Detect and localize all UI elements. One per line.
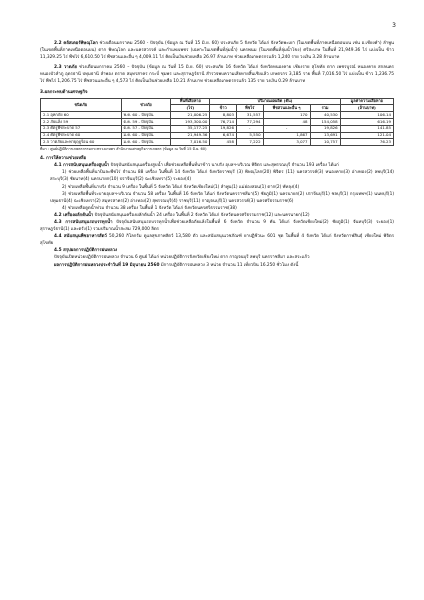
- section-4-2: [40, 212, 394, 219]
- table-row: [41, 119, 394, 126]
- cell-total: 154,058: [310, 119, 340, 126]
- header-area-unit: (ไร่): [171, 105, 210, 112]
- cell-type: 2.3 ศัตรูพืชระบาด 57: [41, 125, 122, 132]
- cell-total: 19,826: [310, 125, 340, 132]
- section-4-1-item-4: 4) ช่วยเหลือดูดน้ำท่วม จำนวน 38 เครื่อง ในพื้นที่ 1 จังหวัด ได้แก่ จังหวัดนครศรีธรรมราช(38): [62, 205, 237, 211]
- section-4-5-result: [40, 262, 394, 269]
- section-2-2: [40, 40, 394, 61]
- table-row: [41, 125, 394, 132]
- cell-area: 7,016.50: [171, 139, 210, 146]
- header-value: มูลค่าความเสียหาย: [340, 98, 393, 105]
- section-2-3-heading: 2.3 วาตภัย: [54, 65, 77, 71]
- section-4-4-text: 50,260 กิโลกรัม ดูแลสุขภาพสัตว์ 13,580 ตัว และสนับสนุนเวชภัณฑ์ ยาปฏิชีวนะ 601 ชุด ในพื้นที่ 4 จังหวัด ได้แก่ จังหวัดกาฬสินธุ์ เชียงใหม่ พิจิตร สุโขทัย: [40, 234, 395, 247]
- section-4-1: [40, 162, 394, 169]
- cell-rice: 458: [210, 139, 237, 146]
- header-rice: ข้าว: [210, 105, 237, 112]
- cell-area: 35,177.25: [171, 125, 210, 132]
- section-4-4-heading: 4.4 สนับสนุนพืชอาหารสัตว์: [54, 234, 107, 240]
- cell-garden: -: [263, 125, 310, 132]
- section-4-3-text: ปัจจุบันสนับสนุนรถบรรทุกน้ำเพื่อช่วยเหลือภัยแล้งในพื้นที่ 6 จังหวัด จำนวน 9 คัน ได้แก่ จังหวัดเชียงใหม่(2) ชัยภูมิ(1) จันทบุรี(3) ระยอง(1) สุราษฎร์ธานี(1) และตรัง(1) รวมปริมาณน้ำสะสม 729,000 ลิตร: [40, 219, 394, 233]
- cell-period: ม.ค. 60 - ปัจจุบัน: [121, 132, 171, 139]
- section-4-5-result-bold: ผลการปฏิบัติการฝนหลวงประจำวันที่ 19 มิถุนายน 2560: [54, 262, 160, 268]
- section-4-1-heading: 4.1 การสนับสนุนเครื่องสูบน้ำ: [54, 163, 110, 169]
- cell-period: ต.ค. 59 - ปัจจุบัน: [121, 119, 171, 126]
- cell-garden: 1,867: [263, 132, 310, 139]
- section-4-5-result-text: มีการปฏิบัติการฝนหลวง 3 หน่วย จำนวน 11 เที่ยวบิน 16.250 ชั่วโมง ดังนี้: [159, 262, 299, 268]
- cell-field: 7,222: [236, 139, 263, 146]
- section-4-1-text: ปัจจุบันสนับสนุนเครื่องสูบน้ำ เพื่อช่วยเหลือพื้นที่นาข้าว นาปรัง อุบลฯ-บริเวณ พิจิตร และสุพรรณบุรี จำนวน 193 เครื่อง ได้แก่: [110, 163, 339, 169]
- table-source-note: ที่มา : ศูนย์ปฏิบัติการเกษตรกรรมกระทรวงเกษตร สำนักงานเศรษฐกิจการเกษตร (ข้อมูล ณ วันที่ 15 มิ.ย. 60): [40, 147, 207, 152]
- cell-total: 13,691: [310, 132, 340, 139]
- cell-value: 141.85: [340, 125, 393, 132]
- header-garden: พืชสวนและอื่น ๆ: [263, 105, 310, 112]
- section-3-heading: 3.ผลกระทบด้านเศรษฐกิจ: [40, 89, 88, 95]
- cell-type: 2.5 วาตภัยและพายุฤดูร้อน 60: [41, 139, 122, 146]
- cell-value: 76.23: [340, 139, 393, 146]
- section-4-5-heading: 4.5 สรุปผลการปฏิบัติการฝนหลวง: [54, 248, 118, 254]
- cell-period: ม.ค. 60 - ปัจจุบัน: [121, 139, 171, 146]
- header-total: รวม: [310, 105, 340, 112]
- cell-area: 193,300.00: [171, 119, 210, 126]
- cell-value: 106.14: [340, 112, 393, 119]
- header-value-unit: (ล้านบาท): [340, 105, 393, 112]
- cell-rice: 6,674: [210, 132, 237, 139]
- cell-period: พ.ค. 60 - ปัจจุบัน: [121, 112, 171, 119]
- cell-area: 21,949.36: [171, 132, 210, 139]
- section-4-3: [40, 219, 394, 233]
- header-field: พืชไร่: [236, 105, 263, 112]
- section-4-2-heading: 4.2 เครื่องผลักดันน้ำ: [54, 212, 94, 218]
- section-2-2-text: ช่วงเดือนมกราคม 2560 - ปัจจุบัน (ข้อมูล ณ วันที่ 15 มิ.ย. 60) ประสบภัย 5 จังหวัด ได้แก่ จังหวัดพะเยา (ในเขตพื้นที่ภาคเหนือตอนบน เช่น อ.เชียงคำ) ลำพูน (ในเขตพื้นที่ภาคเหนือตอนบน) ตาก พิษณุโลก และนครสวรรค์ และกำแพงเพชร (เฉพาะในเขตพื้นที่ลุ่มน้ำ) นครพนม (ในเขตพื้นที่ลุ่มน้ำโขง) ศรีสะเกษ ในพื้นที่ 21,949.36 ไร่ แบ่งเป็น ข้าว 11,329.25 ไร่ พืชไร่ 6,610.50 ไร่ พืชสวนและอื่น ๆ 4,009.11 ไร่ คิดเป็นเงินช่วยเหลือ 26.97 ล้านบาท ช่วยเหลือเกษตรกรแล้ว 1,240 ราย วงเงิน 3.28 ล้านบาท: [40, 41, 394, 61]
- header-type: ชนิดภัย: [41, 98, 122, 112]
- section-4-1-item-1: 1) ช่วยเหลือพื้นที่นาปีและพืชไร่ จำนวน 88 เครื่อง ในพื้นที่ 14 จังหวัด ได้แก่ จังหวัดราชบุรี (3) พิษณุโลก(20) พิจิตร (11) นครสวรรค์(3) หนองคาย(3) อ่างทอง(2) ลพบุรี(14) สระบุรี(3) ชัยนาท(4) นครนายก(10) ปราจีนบุรี(2) ฉะเชิงเทรา(5) ระยอง(4): [50, 170, 394, 183]
- economic-impact-table: [40, 98, 394, 146]
- cell-field: 5,550: [236, 132, 263, 139]
- section-4-1-item-3: 3) ช่วยเหลือพื้นที่ระบายอุบลฯ-บริเวณ จำนวน 58 เครื่อง ในพื้นที่ 16 จังหวัด ได้แก่ จังหวัดนครราชสีมา(5) ชัยภูมิ(1) นครนายก(2) ปราจีนบุรี(1) ชลบุรี(1) กรุงเทพฯ(1) นนทบุรี(1) ปทุมธานี(4) ฉะเชิงเทรา(2) สมุทรสาคร(2) อ่างทอง(2) สุพรรณบุรี(4) ราชบุรี(11) กาญจนบุรี(1) นครสวรรค์(3) นครศรีธรรมราช(6): [50, 191, 394, 204]
- section-4-3-heading: 4.3 การสนับสนุนรถบรรทุกน้ำ: [54, 219, 113, 225]
- cell-area: 21,006.25: [171, 112, 210, 119]
- cell-rice: 76,714: [210, 119, 237, 126]
- section-2-3-text: ช่วงเดือนมกราคม 2560 – ปัจจุบัน (ข้อมูล ณ วันที่ 15 มิ.ย. 60) ประสบภัย 16 จังหวัด ได้แก่ จังหวัดหนองคาย เชียงราย สุโขทัย ตาก เพชรบูรณ์ หนองคาย สกลนคร หนองบัวลำภู อุดรธานี ปทุมธานี ลำพอง ตราด สมุทรสาคร กระบี่ ชุมพร และสุราษฎร์ธานี สำรวจพบความเสียหายสิ้นเชิงแล้ว เกษตรกร 3,185 ราย พื้นที่ 7,016.50 ไร่ แบ่งเป็น ข้าว 1,236.75 ไร่ พืชไร่ 1,206.75 ไร่ พืชสวนและอื่น ๆ 4,573 ไร่ คิดเป็นเงินช่วยเหลือ 10.21 ล้านบาท ช่วยเหลือเกษตรกรแล้ว 135 ราย วงเงิน 0.29 ล้านบาท: [40, 65, 394, 85]
- section-2-3: [40, 64, 394, 85]
- section-4-4: [40, 233, 394, 247]
- cell-period: ต.ค. 57 - ปัจจุบัน: [121, 125, 171, 132]
- header-amount: ปริมาณผลผลิต (ตัน): [210, 98, 340, 105]
- cell-garden: 170: [263, 112, 310, 119]
- table-row: [41, 132, 394, 139]
- cell-value: 616.19: [340, 119, 393, 126]
- cell-garden: 3,077: [263, 139, 310, 146]
- page-content: [40, 40, 394, 269]
- cell-rice: 19,826: [210, 125, 237, 132]
- page-number: 3: [392, 22, 396, 29]
- section-4-5-text: ปัจจุบันเปิดหน่วยปฏิบัติการฝนหลวง จำนวน 6 ศูนย์ ได้แก่ หน่วยปฏิบัติการจังหวัดเชียงใหม่ ตาก กาญจนบุรี ลพบุรี นครราชสีมา และสระแก้ว: [54, 255, 310, 261]
- cell-rice: 8,803: [210, 112, 237, 119]
- table-row: [41, 112, 394, 119]
- cell-value: 121.04: [340, 132, 393, 139]
- header-area: พื้นที่เสียหาย: [171, 98, 210, 105]
- cell-field: 77,294: [236, 119, 263, 126]
- cell-field: 31,557: [236, 112, 263, 119]
- table-row: [41, 139, 394, 146]
- section-4-2-text: ปัจจุบันสนับสนุนเครื่องผลักดันน้ำ 24 เครื่อง ในพื้นที่ 2 จังหวัด ได้แก่ จังหวัดนครศรีธรรมราช(12) และนครนายก(12): [94, 212, 310, 218]
- section-2-2-heading: 2.2 คลัสเตอร์พิษณุโลก: [54, 41, 98, 46]
- cell-field: -: [236, 125, 263, 132]
- cell-total: 10,757: [310, 139, 340, 146]
- cell-type: 2.2 ภัยแล้ง 59: [41, 119, 122, 126]
- header-period: ช่วงภัย: [121, 98, 171, 112]
- section-4-1-item-2: 2) ช่วยเหลือพื้นที่นาปรัง จำนวน 9 เครื่อง ในพื้นที่ 5 จังหวัด ได้แก่ จังหวัดเชียงใหม่(1) ลำพูน(1) แม่ฮ่องสอน(1) ตาก(2) พัทลุง(4): [62, 184, 300, 190]
- cell-type: 2.1 อุทกภัย 60: [41, 112, 122, 119]
- cell-garden: 48: [263, 119, 310, 126]
- table-header-row: [41, 98, 394, 105]
- cell-total: 40,530: [310, 112, 340, 119]
- section-4-heading: 4. การให้ความช่วยเหลือ: [40, 156, 87, 162]
- cell-type: 2.4 ศัตรูพืชระบาด 60: [41, 132, 122, 139]
